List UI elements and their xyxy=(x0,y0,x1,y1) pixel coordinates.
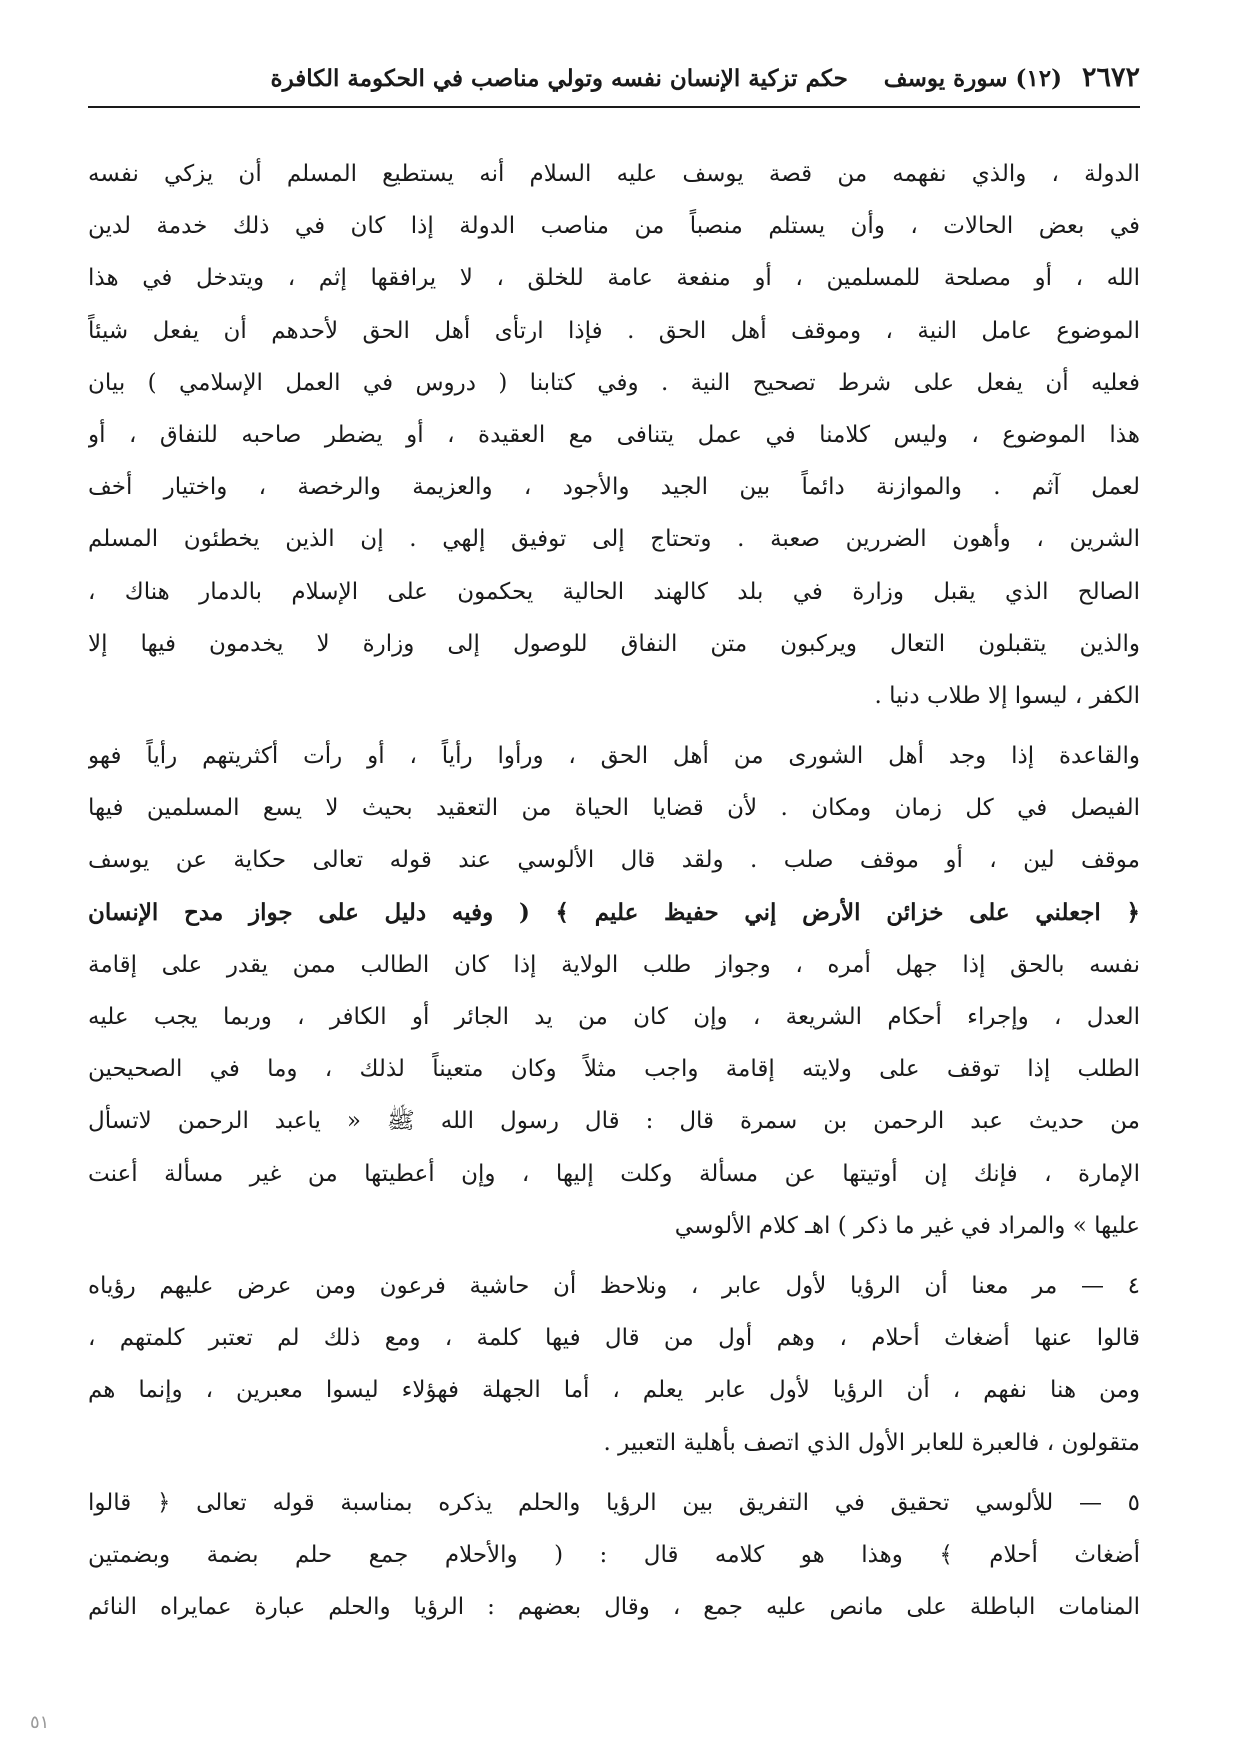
text-line: ومن هنا نفهم ، أن الرؤيا لأول عابر يعلم ، أما الجهلة فهؤلاء ليسوا معبرين ، وإنما هم xyxy=(88,1377,1140,1404)
text-line: موقف لين ، أو موقف صلب . ولقد قال الألوسي عند قوله تعالى حكاية عن يوسف xyxy=(88,847,1140,874)
text-line: الصالح الذي يقبل وزارة في بلد كالهند الحالية يحكمون على الإسلام بالدمار هناك ، xyxy=(88,578,1140,605)
text-line: هذا الموضوع ، وليس كلامنا في عمل يتنافى مع العقيدة ، أو يضطر صاحبه للنفاق ، أو xyxy=(88,421,1140,448)
text-line: والذين يتقبلون التعال ويركبون متن النفاق للوصول إلى وزارة لا يخدمون فيها إلا xyxy=(88,630,1140,657)
text-line: الفيصل في كل زمان ومكان . لأن قضايا الحياة من التعقيد بحيث لا يسع المسلمين فيها xyxy=(88,795,1140,822)
paragraph-2 xyxy=(88,730,1140,1252)
text-line: المنامات الباطلة على مانص عليه جمع ، وقال بعضهم : الرؤيا والحلم عبارة عمايراه النائم xyxy=(88,1594,1140,1621)
text-line: الطلب إذا توقف على ولايته إقامة واجب مثلاً وكان متعيناً لذلك ، وما في الصحيحين xyxy=(88,1056,1140,1083)
text-line: متقولون ، فالعبرة للعابر الأول الذي اتصف بأهلية التعبير . xyxy=(603,1429,1140,1456)
page-number: ٢٦٧٢ xyxy=(1081,62,1140,93)
text-line: عليها » والمراد في غير ما ذكر ) اهـ كلام الألوسي xyxy=(674,1212,1140,1239)
page-body xyxy=(88,148,1140,1633)
text-line: الشرين ، وأهون الضررين صعبة . وتحتاج إلى توفيق إلهي . إن الذين يخطئون المسلم xyxy=(88,526,1140,553)
text-line: العدل ، وإجراء أحكام الشريعة ، وإن كان من يد الجائر أو الكافر ، وربما يجب عليه xyxy=(88,1004,1140,1030)
running-header xyxy=(88,62,1140,108)
section-topic: حكم تزكية الإنسان نفسه وتولي مناصب في الحكومة الكافرة xyxy=(270,65,848,92)
text-line: الإمارة ، فإنك إن أوتيتها عن مسألة وكلت إليها ، وإن أعطيتها من غير مسألة أعنت xyxy=(88,1160,1140,1187)
surah-title: (١٢) سورة يوسف xyxy=(883,65,1062,92)
text-line: فعليه أن يفعل على شرط تصحيح النية . وفي كتابنا ( دروس في العمل الإسلامي ) بيان xyxy=(88,369,1140,396)
text-line: ٥ — للألوسي تحقيق في التفريق بين الرؤيا والحلم يذكره بمناسبة قوله تعالى ﴿ قالوا xyxy=(88,1489,1140,1516)
text-line: الموضوع عامل النية ، وموقف أهل الحق . فإذا ارتأى أهل الحق لأحدهم أن يفعل شيئاً xyxy=(88,317,1140,344)
text-line: قالوا عنها أضغاث أحلام ، وهم أول من قال فيها كلمة ، ومع ذلك لم تعتبر كلمتهم ، xyxy=(88,1325,1140,1352)
note-5 xyxy=(88,1477,1140,1634)
text-line: في بعض الحالات ، وأن يستلم منصباً من مناصب الدولة إذا كان في ذلك خدمة لدين xyxy=(88,213,1140,240)
text-line: أضغاث أحلام ﴾ وهذا هو كلامه قال : ( والأحلام جمع حلم بضمة وبضمتين xyxy=(88,1541,1140,1568)
quran-verse-line: ﴿ اجعلني على خزائن الأرض إني حفيظ عليم ﴾ ( وفيه دليل على جواز مدح الإنسان xyxy=(88,898,1140,926)
text-line: من حديث عبد الرحمن بن سمرة قال : قال رسول الله ﷺ « ياعبد الرحمن لاتسأل xyxy=(88,1108,1140,1135)
paragraph-1 xyxy=(88,148,1140,722)
text-line: والقاعدة إذا وجد أهل الشورى من أهل الحق ، ورأوا رأياً ، أو رأت أكثريتهم رأياً فهو xyxy=(88,743,1140,770)
text-line: لعمل آثم . والموازنة دائماً بين الجيد والأجود ، والعزيمة والرخصة ، واختيار أخف xyxy=(88,474,1140,501)
text-line: الله ، أو مصلحة للمسلمين ، أو منفعة عامة للخلق ، لا يرافقها إثم ، ويتدخل في هذا xyxy=(88,265,1140,292)
text-line: نفسه بالحق إذا جهل أمره ، وجواز طلب الولاية إذا كان الطالب ممن يقدر على إقامة xyxy=(88,951,1140,978)
margin-mark: ٥١ xyxy=(30,1712,50,1733)
book-page xyxy=(88,62,1140,1702)
text-line: الكفر ، ليسوا إلا طلاب دنيا . xyxy=(874,682,1140,709)
text-line: ٤ — مر معنا أن الرؤيا لأول عابر ، ونلاحظ أن حاشية فرعون ومن عرض عليهم رؤياه xyxy=(88,1272,1140,1299)
text-line: الدولة ، والذي نفهمه من قصة يوسف عليه السلام أنه يستطيع المسلم أن يزكي نفسه xyxy=(88,161,1140,187)
note-4 xyxy=(88,1260,1140,1469)
